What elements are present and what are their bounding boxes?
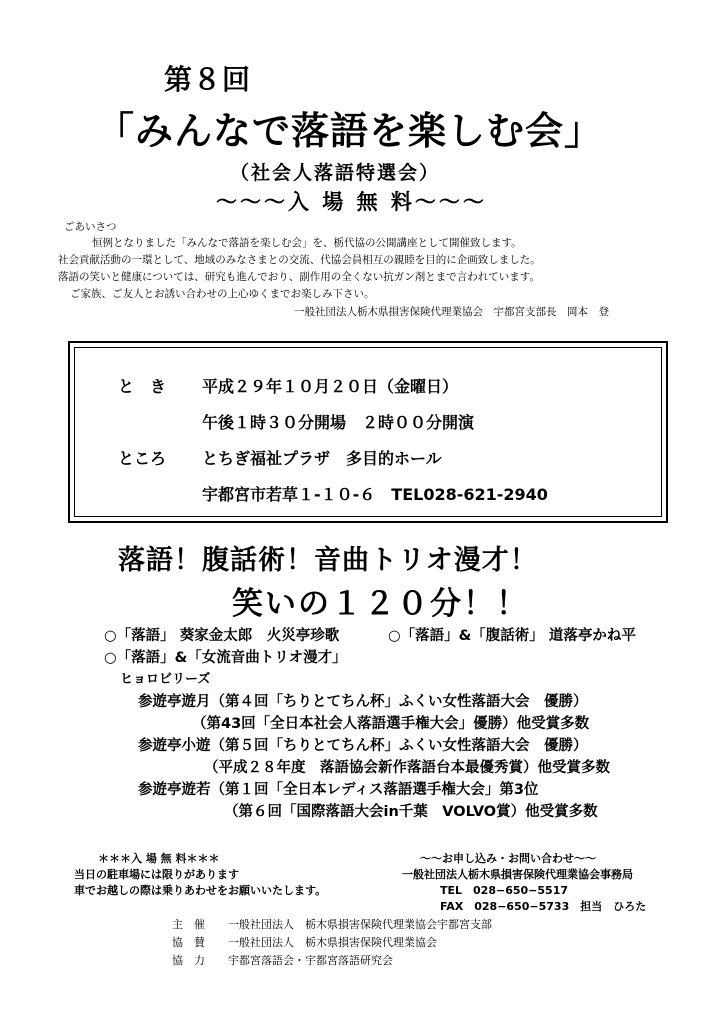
event-date: 平成２９年１０月２０日（金曜日）: [202, 377, 459, 396]
greeting-line-4: ご家族、ご友人とお誘い合わせの上心ゆくまでお楽しみ下さい。: [70, 288, 375, 300]
member-3: 参遊亭遊若（第１回「全日本レディス落語選手権大会」第3位: [138, 782, 539, 798]
inquiry-fax: FAX 028−650−5733 担当 ひろた: [440, 900, 647, 913]
member-2-award: （平成２８年度 落語協会新作落語台本最優秀賞）他受賞多数: [204, 760, 610, 776]
performer-row-1b: ○「落語」&「腹話術」 道落亭かね平: [388, 628, 636, 644]
member-3-award: （第６回「国際落語大会in千葉 VOLVO賞）他受賞多数: [224, 804, 598, 820]
headline-line-2: 笑いの１２０分！！: [232, 586, 529, 622]
inquiry-org: 一般社団法人栃木県損害保険代理業協会事務局: [402, 868, 633, 881]
greeting-heading: ごあいさつ: [64, 221, 117, 233]
performer-row-1a: ○「落語」 葵家金太郎 火災亭珍歌: [104, 628, 340, 644]
inquiry-tel: TEL 028−650−5517: [440, 884, 568, 897]
headline-line-1: 落語！腹話術！音曲トリオ漫才！: [118, 545, 538, 576]
group-name: ヒョロビリーズ: [120, 672, 211, 687]
parking-note-1: 当日の駐車場には限りがあります: [74, 868, 239, 881]
greeting-line-3: 落語の笑いと健康については、研究も進んでおり、副作用の全くない抗ガン剤とまで言われています。: [58, 271, 540, 283]
host-label: 主 催: [172, 918, 205, 931]
greeting-line-2: 社会貢献活動の一環として、地域のみなさまとの交流、代協会員相互の親睦を目的に企画致しました。: [58, 254, 541, 266]
event-address: 宇都宮市若草１-１０-６ TEL028-621-2940: [202, 485, 548, 504]
event-venue: とちぎ福祉プラザ 多目的ホール: [202, 449, 442, 468]
edition-title: 第８回: [164, 63, 252, 96]
support-label: 協 賛: [172, 936, 205, 949]
member-1: 参遊亭遊月（第４回「ちりとてちん杯」ふくい女性落語大会 優勝）: [138, 694, 588, 710]
member-2: 参遊亭小遊（第５回「ちりとてちん杯」ふくい女性落語大会 優勝）: [138, 738, 588, 754]
sub-title: （社会人落語特選会）: [230, 162, 441, 184]
main-title: 「みんなで落語を楽しむ会」: [96, 109, 604, 153]
when-label: と き: [118, 377, 167, 396]
coop-name: 宇都宮落語会・宇都宮落語研究会: [228, 954, 393, 967]
coop-label: 協 力: [172, 954, 205, 967]
member-1-award: （第43回「全日本社会人落語選手権大会」優勝）他受賞多数: [192, 716, 590, 732]
greeting-signature: 一般社団法人栃木県損害保険代理業協会 宇都宮支部長 岡本 登: [294, 306, 609, 318]
support-name: 一般社団法人 栃木県損害保険代理業協会: [228, 936, 437, 949]
event-time: 午後１時３０分開場 ２時００分開演: [202, 413, 475, 432]
performer-row-2: ○「落語」&「女流音曲トリオ漫才」: [104, 650, 347, 666]
host-name: 一般社団法人 栃木県損害保険代理業協会宇都宮支部: [228, 918, 492, 931]
footer-free-title: ＊＊＊入 場 無 料＊＊＊: [98, 852, 220, 865]
greeting-line-1: 恒例となりました「みんなで落語を楽しむ会」を、栃代協の公開講座として開催致します。: [92, 237, 522, 249]
where-label: ところ: [118, 449, 167, 468]
admission-free: 〜〜〜入 場 無 料〜〜〜: [216, 190, 487, 214]
parking-note-2: 車でお越しの際は乗りあわせをお願いいたします。: [74, 884, 327, 897]
inquiry-title: 〜〜お申し込み・お問い合わせ〜〜: [420, 852, 596, 865]
